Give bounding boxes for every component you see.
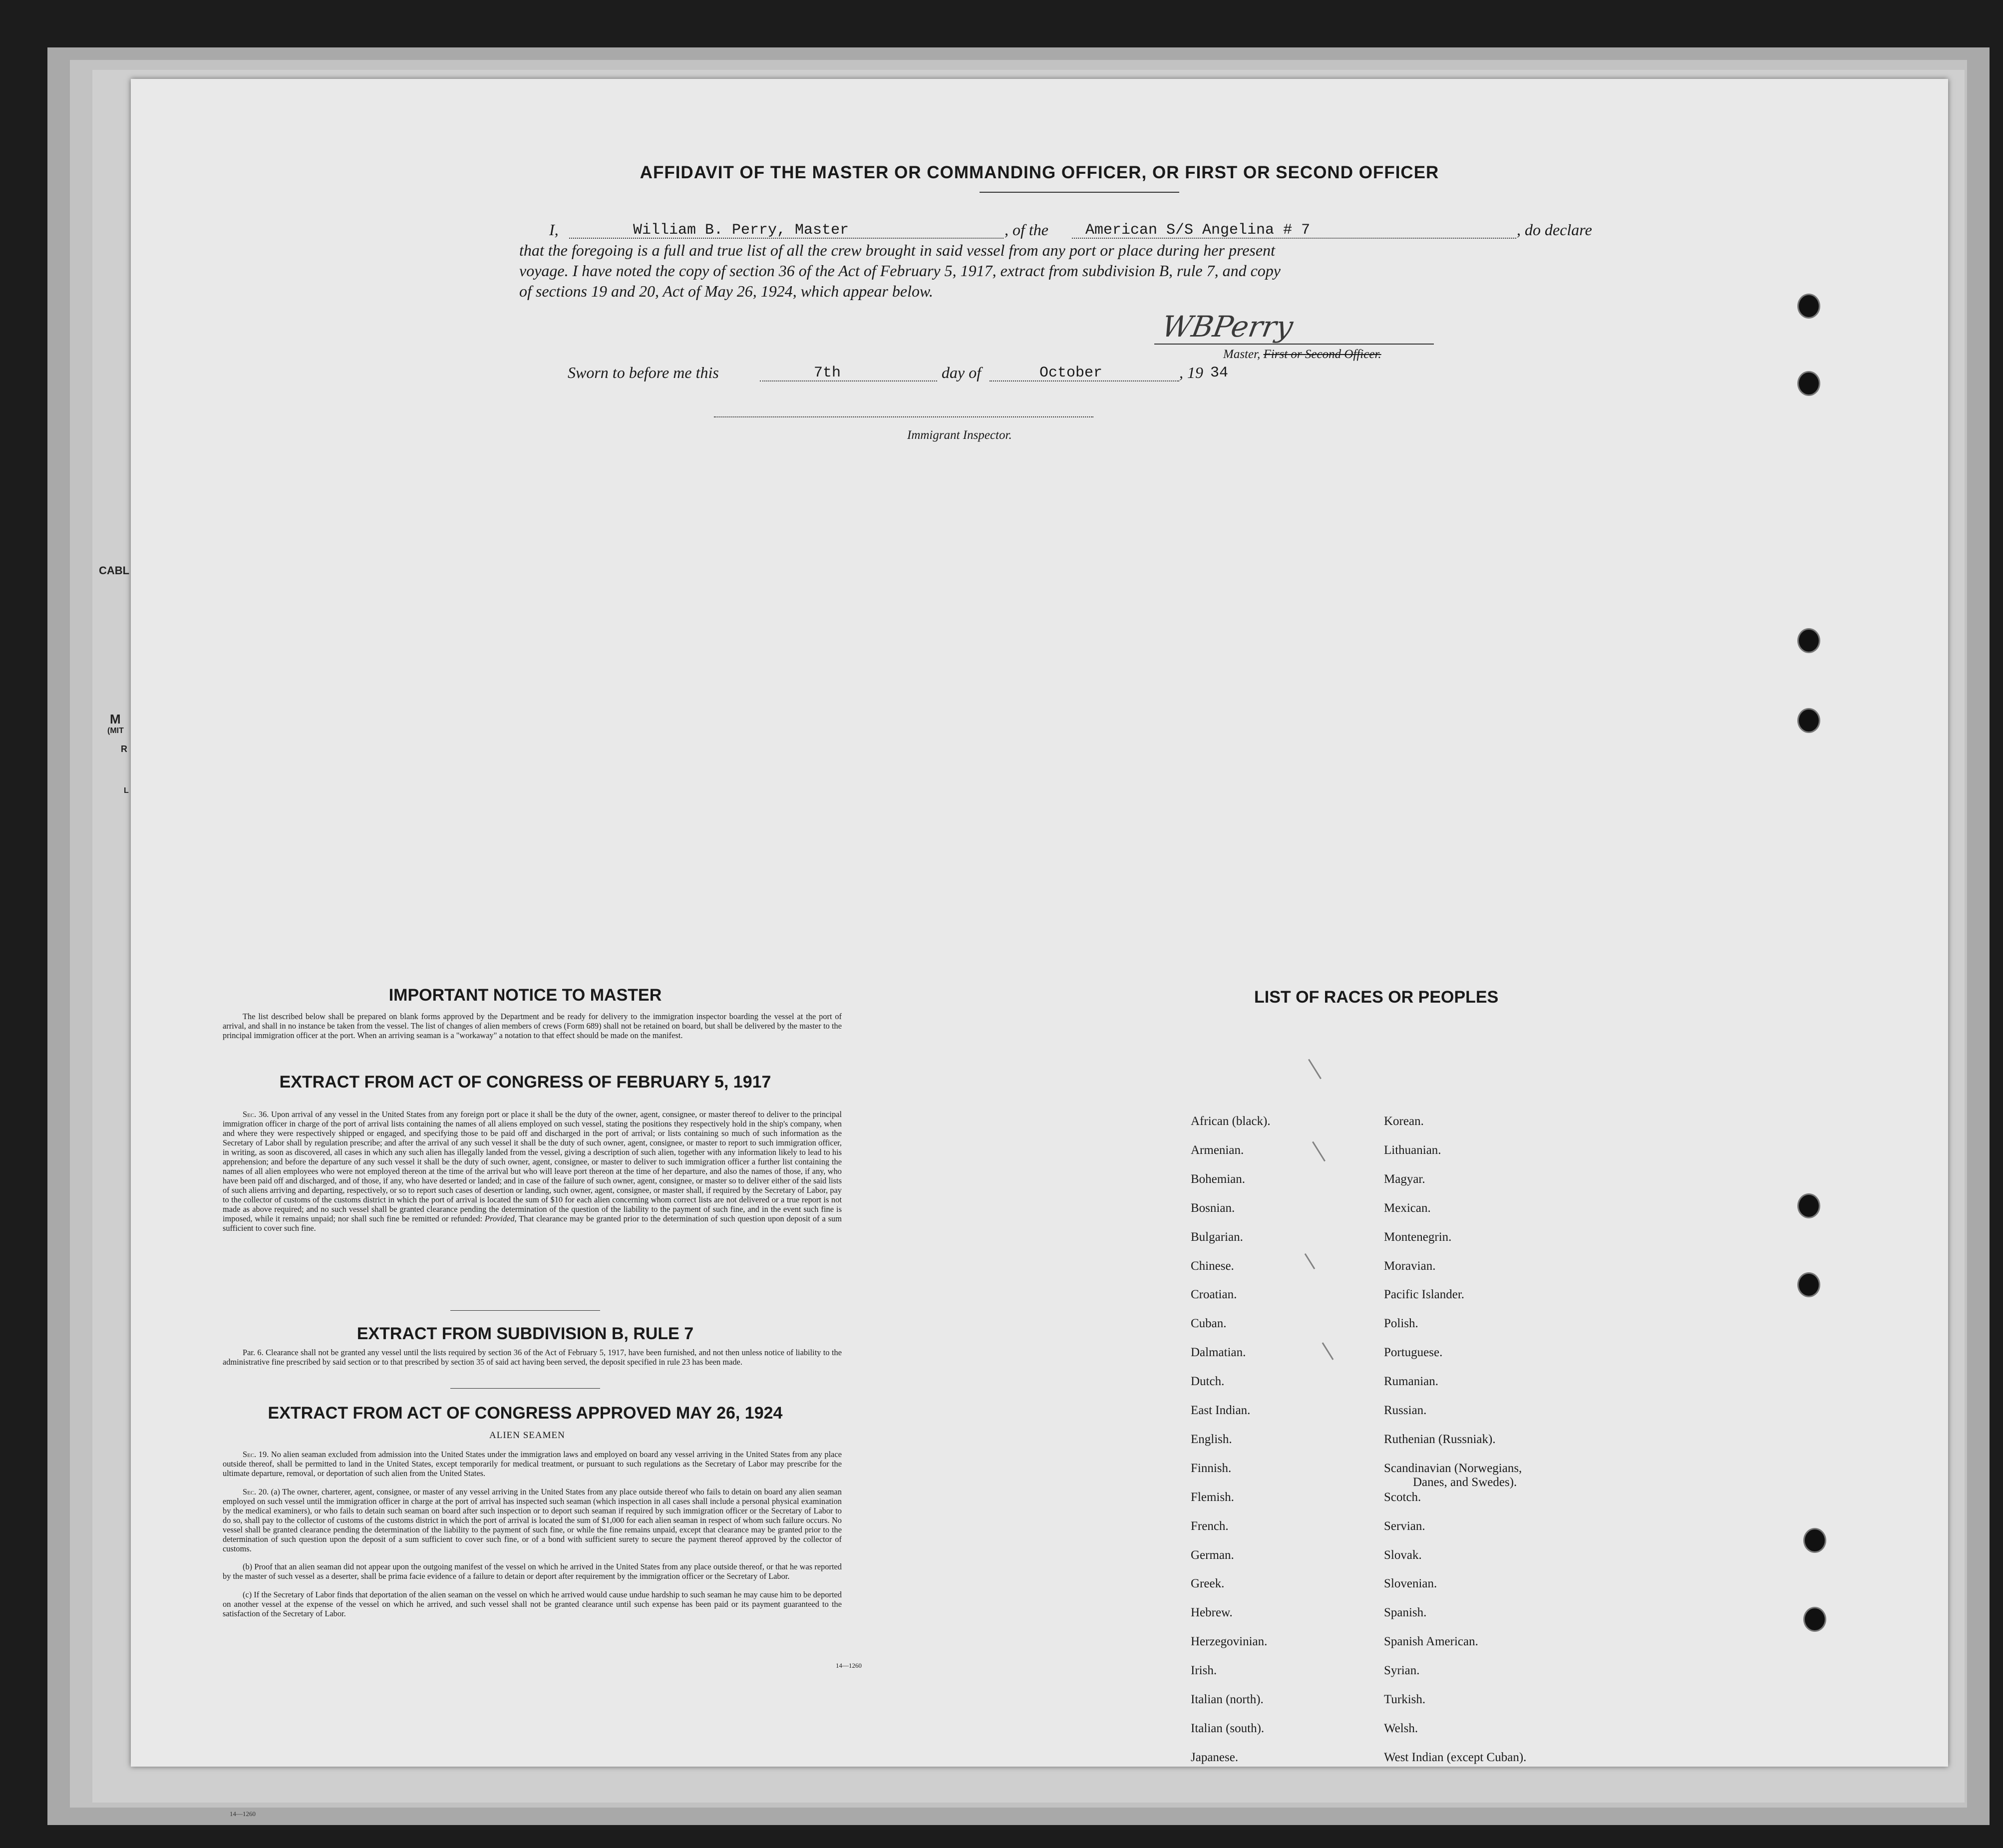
race-item: Scotch. (1384, 1490, 1421, 1504)
affidavit-text: voyage. I have noted the copy of section 36 of the Act of February 5, 1917, extract from subdivision B, rule 7, and copy (519, 262, 1281, 280)
race-item: Greek. (1191, 1577, 1225, 1591)
race-item: Dalmatian. (1191, 1346, 1246, 1360)
races-title: LIST OF RACES OR PEOPLES (1254, 988, 1499, 1007)
margin-fragment: CABL (99, 564, 130, 577)
race-item: English. (1191, 1432, 1232, 1446)
race-item: Ruthenian (Russniak). (1384, 1432, 1496, 1446)
sworn-text: Sworn to before me this (568, 364, 719, 381)
bottom-form-number: 14—1260 (230, 1810, 256, 1818)
inspector-label: Immigrant Inspector. (907, 428, 1012, 442)
race-item: Cuban. (1191, 1317, 1227, 1331)
race-item: Italian (south). (1191, 1721, 1265, 1735)
extract-rule7-title: EXTRACT FROM SUBDIVISION B, RULE 7 (356, 1324, 694, 1343)
pen-mark (1312, 1141, 1326, 1162)
race-item: African (black). (1191, 1114, 1271, 1128)
affidavit-text: that the foregoing is a full and true list of all the crew brought in said vessel from any port or place during her present (519, 241, 1275, 259)
race-item: Bulgarian. (1191, 1230, 1243, 1244)
race-item: German. (1191, 1548, 1234, 1562)
divider (980, 192, 1179, 193)
sworn-year-prefix: , 19 (1179, 364, 1203, 381)
race-item: Hebrew. (1191, 1606, 1233, 1620)
punch-hole (1797, 708, 1820, 733)
margin-fragment: M (110, 712, 121, 727)
race-item-continuation: Danes, and Swedes). (1413, 1475, 1517, 1489)
race-item: West Indian (except Cuban). (1384, 1750, 1527, 1764)
race-item: Slovak. (1384, 1548, 1422, 1562)
race-item: Italian (north). (1191, 1693, 1264, 1706)
affidavit-text: of sections 19 and 20, Act of May 26, 1924, which appear below. (519, 282, 933, 300)
master-signature: WBPerry (1159, 310, 1296, 344)
race-item: Lithuanian. (1384, 1143, 1441, 1157)
race-item: Slovenian. (1384, 1577, 1437, 1591)
race-item: Flemish. (1191, 1490, 1234, 1504)
race-item: Croatian. (1191, 1288, 1237, 1302)
margin-fragment: R (121, 744, 127, 754)
punch-hole (1797, 1272, 1820, 1297)
race-item: Bosnian. (1191, 1201, 1235, 1215)
pen-mark (1322, 1342, 1334, 1360)
race-item: Irish. (1191, 1664, 1217, 1678)
inspector-line (714, 416, 1093, 417)
extract-1917-text: Sec. 36. Upon arrival of any vessel in the United States from any foreign port or place it shall be the duty of the owner, agent, consignee, or master thereof to deliver to the principal immigration officer in charge of the port of arrival lists containing the names of all aliens employed on such vessel, stating the positions they respectively hold in the ship's company, when and where they were respectively shipped or engaged, and specifying those to be paid off and discharged in the port of arrival; or lists containing so much of such information as the Secretary of Labor shall by regulation prescribe; and after the arrival of any such vessel it shall be the duty of such owner, agent, consignee, or master to report to such immigration officer, in writing, as soon as discovered, all cases in which any such alien has illegally landed from the vessel, giving a description of such alien, together with any information likely to lead to his apprehension; and before the departure of any such vessel it shall be the duty of such owner, agent, consignee, or master to deliver to such immigration officer a further list containing the names of all alien employees who were not employed thereon at the time of the arrival but who will leave port thereon at the time of her departure, and also the names of those, if any, who have been paid off and discharged, and of those, if any, who have deserted or landed; and in case of the failure of such owner, agent, consignee, or master so to deliver either of the said lists of such aliens arriving and departing, respectively, or so to report such cases of desertion or landing, such owner, agent, consignee, or master shall, if required by the Secretary of Labor, pay to the collector of customs of the customs district in which the port of arrival is located the sum of $10 for each alien concerning whom correct lists are not delivered or a true report is not made as above required; and no such vessel shall be granted clearance pending the determination of the question of the liability to the payment of such fine, and in the event such fine is imposed, while it remains unpaid; nor shall such fine be remitted or refunded: Provided, That clearance may be granted prior to the determination of such question upon deposit of a sum sufficient to cover such fine. (223, 1109, 842, 1233)
race-item: Mexican. (1384, 1201, 1431, 1215)
sec20c-text: (c) If the Secretary of Labor finds that deportation of the alien seaman on the vessel on which he arrived would cause undue hardship to such seaman he may cause him to be deported on another vessel at the expense of the vessel on which he arrived, and such vessel shall not be granted clearance until such expense has been paid or its payment guaranteed to the satisfaction of the Secretary of Labor. (223, 1590, 842, 1618)
pen-mark (1305, 1253, 1316, 1269)
punch-hole (1797, 628, 1820, 653)
vessel-name: American S/S Angelina # 7 (1085, 222, 1311, 239)
race-item: Pacific Islander. (1384, 1288, 1465, 1302)
sec19-text: Sec. 19. No alien seaman excluded from admission into the United States under the immigration laws and employed on board any vessel arriving in the United States from any place outside thereof, shall be permitted to land in the United States, except temporarily for medical treatment, or pursuant to such regulations as the Secretary of Labor may prescribe for the ultimate departure, removal, or deportation of such alien from the United States. (223, 1450, 842, 1478)
form-number: 14—1260 (836, 1662, 862, 1669)
race-item: Montenegrin. (1384, 1230, 1452, 1244)
punch-hole (1797, 1193, 1820, 1218)
sworn-day: 7th (814, 365, 841, 381)
race-item: Finnish. (1191, 1461, 1232, 1475)
sec20b-text: (b) Proof that an alien seaman did not appear upon the outgoing manifest of the vessel on which he arrived in the United States from any place outside thereof, or that he was reported by the master of such vessel as a deserter, shall be prima facie evidence of a failure to detain or deport after requirement by the immigration officer or the Secretary of Labor. (223, 1562, 842, 1581)
extract-1924-title: EXTRACT FROM ACT OF CONGRESS APPROVED MAY 26, 1924 (268, 1404, 783, 1423)
race-item: Spanish American. (1384, 1635, 1478, 1649)
notice-title: IMPORTANT NOTICE TO MASTER (388, 986, 662, 1005)
punch-hole (1803, 1528, 1826, 1553)
affidavit-title: AFFIDAVIT OF THE MASTER OR COMMANDING OFFICER, OR FIRST OR SECOND OFFICER (640, 163, 1439, 182)
divider (450, 1388, 600, 1389)
race-item: Russian. (1384, 1404, 1427, 1417)
affidavit-text: , do declare (1517, 221, 1592, 239)
master-name: William B. Perry, Master (633, 222, 849, 239)
pen-mark (1308, 1059, 1322, 1080)
notice-text: The list described below shall be prepared on blank forms approved by the Department and be ready for delivery to the immigration inspector boarding the vessel at the port of arrival, and shall in no instance be taken from the vessel. The list of changes of alien members of crews (Form 689) shall not be retained on board, but shall be delivered by the master to the principal immigration officer at the port. When an arriving seaman is a "workaway" a notation to that effect should be made on the manifest. (223, 1012, 842, 1040)
margin-fragment: (MIT (107, 727, 124, 735)
affidavit-text: , of the (1004, 221, 1048, 239)
race-item: Japanese. (1191, 1750, 1239, 1764)
punch-hole (1797, 371, 1820, 396)
race-item: Herzegovinian. (1191, 1635, 1268, 1649)
race-item: Rumanian. (1384, 1375, 1439, 1389)
punch-hole (1803, 1607, 1826, 1632)
sworn-text: day of (942, 364, 982, 381)
race-item: Polish. (1384, 1317, 1418, 1331)
race-item: Syrian. (1384, 1664, 1420, 1678)
punch-hole (1797, 294, 1820, 319)
race-item: Korean. (1384, 1114, 1424, 1128)
race-item: Scandinavian (Norwegians, (1384, 1461, 1522, 1475)
sworn-year: 34 (1210, 365, 1229, 381)
divider (450, 1310, 600, 1311)
signature-line (1154, 344, 1434, 345)
race-item: Portuguese. (1384, 1346, 1443, 1360)
sworn-month: October (1039, 365, 1103, 381)
extract-rule7-text: Par. 6. Clearance shall not be granted any vessel until the lists required by section 36 of the Act of February 5, 1917, have been furnished, and not then unless notice of liability to the administrative fine prescribed by said section or to that prescribed by section 35 of said act having been served, the deposit specified in rule 23 has been made. (223, 1348, 842, 1367)
margin-fragment: L (124, 786, 129, 795)
sec20a-text: Sec. 20. (a) The owner, charterer, agent, consignee, or master of any vessel arriving in the United States from any place outside thereof who fails to detain on board any alien seaman employed on such vessel until the immigration officer in charge at the port of arrival has inspected such seaman (which inspection in all cases shall include a personal physical examination by the medical examiners), or who fails to detain such seaman on board after such inspection or to deport such seaman if required by such immigration officer or the Secretary of Labor to do so, shall pay to the collector of customs of the customs district in which the port of arrival is located the sum of $1,000 for each alien seaman in respect of whom such failure occurs. No vessel shall be granted clearance pending the determination of the liability to the payment of such fine, or while the fine remains unpaid, except that clearance may be granted prior to the determination of such question upon the deposit of a sum sufficient to cover such fine, or of a bond with sufficient surety to secure the payment thereof approved by the collector of customs. (223, 1487, 842, 1553)
alien-seamen-heading: ALIEN SEAMEN (489, 1430, 565, 1441)
race-item: Chinese. (1191, 1259, 1234, 1273)
race-item: Armenian. (1191, 1143, 1244, 1157)
race-item: Welsh. (1384, 1721, 1418, 1735)
race-item: Bohemian. (1191, 1172, 1246, 1186)
extract-1917-title: EXTRACT FROM ACT OF CONGRESS OF FEBRUARY 5, 1917 (279, 1073, 771, 1092)
fill-line (760, 380, 937, 381)
race-item: Moravian. (1384, 1259, 1436, 1273)
affidavit-sheet (131, 79, 1948, 1767)
race-item: Magyar. (1384, 1172, 1425, 1186)
race-item: East Indian. (1191, 1404, 1251, 1417)
race-item: Servian. (1384, 1519, 1425, 1533)
signer-title: Master, First or Second Officer. (1223, 348, 1381, 361)
race-item: French. (1191, 1519, 1229, 1533)
race-item: Turkish. (1384, 1693, 1426, 1706)
affidavit-text: I, (549, 221, 559, 239)
race-item: Spanish. (1384, 1606, 1427, 1620)
race-item: Dutch. (1191, 1375, 1225, 1389)
